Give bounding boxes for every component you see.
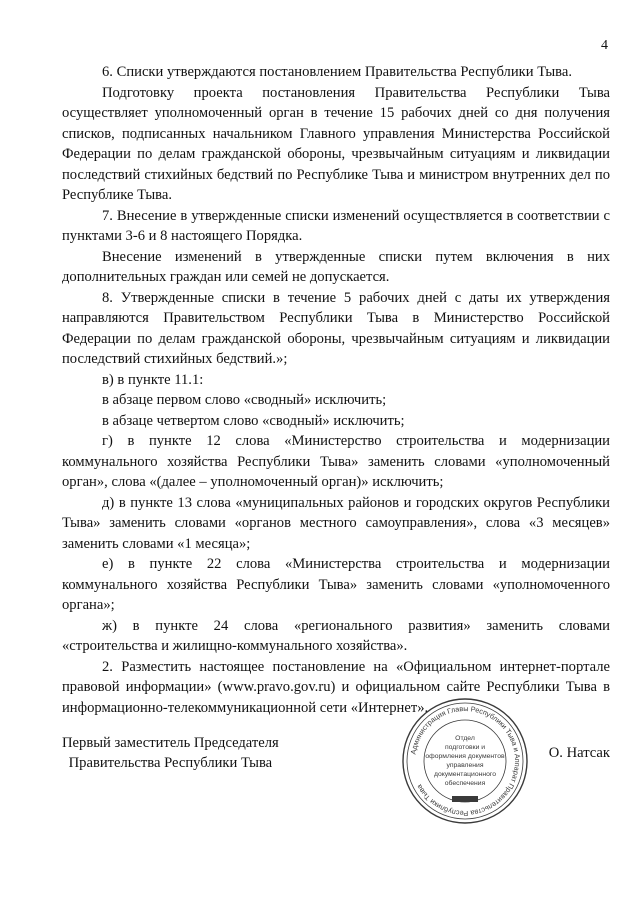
paragraph-item-2-publish: 2. Разместить настоящее постановление на «Официальном интернет-портале правовой информации» (www.pravo.gov.ru) и официальном сайте Республики Тыва в информационно-телекоммуникационной сети «Интернет». (62, 658, 610, 716)
paragraph-subitem-d: д) в пункте 13 слова «муниципальных районов и городских округов Республики Тыва» заменить словами «органов местного самоуправления», слова «3 месяцев» заменить словами «1 месяца»; (62, 494, 610, 552)
stamp-center-line: Отдел (455, 735, 475, 742)
signatory-title-line-1: Первый заместитель Председателя (62, 735, 279, 751)
signatory-title (62, 733, 279, 773)
paragraph-item-7: 7. Внесение в утвержденные списки изменений осуществляется в соответствии с пунктами 3-6 и 8 настоящего Порядка. (62, 207, 610, 244)
signatory-name: О. Натсак (548, 745, 610, 761)
paragraph-subitem-v: в) в пункте 11.1: (102, 371, 204, 388)
paragraph-item-8: 8. Утвержденные списки в течение 5 рабочих дней с даты их утверждения направляются Правительством Республики Тыва в Министерство Российской Федерации по делам гражданской обороны, чрезвычайным ситуациям и ликвидации последствий стихийных бедствий.»; (62, 289, 610, 367)
stamp-center-text (425, 735, 505, 787)
stamp-center-line: документационного (433, 771, 497, 778)
stamp-center-line: управления (446, 762, 484, 769)
paragraph-subitem-g: г) в пункте 12 слова «Министерство строительства и модернизации коммунального хозяйства Республики Тыва» заменить словами «уполномоченный орган», слова «(далее – уполномоченный орган)» исключить; (62, 433, 610, 490)
paragraph-first-abzac: в абзаце первом слово «сводный» исключить; (102, 392, 387, 408)
stamp-center-ring (424, 720, 506, 802)
paragraph-fourth-abzac: в абзаце четвертом слово «сводный» исключить; (102, 412, 405, 429)
paragraph-item-6: 6. Списки утверждаются постановлением Правительства Республики Тыва. (102, 64, 573, 80)
paragraph-subitem-e: е) в пункте 22 слова «Министерства строительства и модернизации коммунального хозяйства Республики Тыва» заменить словами «уполномоченного органа»; (62, 556, 610, 613)
official-seal-stamp (400, 696, 530, 826)
stamp-center-line: подготовки и (444, 744, 486, 751)
stamp-outer-ring (403, 699, 527, 823)
stamp-center-line: оформления документов (425, 753, 505, 760)
stamp-center-line: обеспечения (444, 780, 486, 787)
paragraph-subitem-zh: ж) в пункте 24 слова «регионального развития» заменить словами «строительства и жилищно-коммунального хозяйства». (62, 617, 610, 654)
page-number: 4 (601, 38, 608, 53)
stamp-barcode-mark (452, 796, 478, 802)
paragraph-additions-forbidden: Внесение изменений в утвержденные списки путем включения в них дополнительных граждан или семей не допускается. (62, 248, 610, 285)
paragraph-draft-preparation: Подготовку проекта постановления Правительства Республики Тыва осуществляет уполномоченный орган в течение 15 рабочих дней со дня получения списков, подписанных начальником Главного управления Министерства Российской Федерации по делам гражданской обороны, чрезвычайным ситуациям и ликвидации последствий стихийных бедствий по Республике Тыва и министром внутренних дел по Республике Тыва. (62, 84, 610, 203)
stamp-ring-text: Администрация Главы Республики Тыва и Аппарат Правительства Республики Тыва (408, 703, 523, 819)
document-body (62, 62, 610, 718)
signatory-title-line-2: Правительства Республики Тыва (68, 755, 273, 771)
